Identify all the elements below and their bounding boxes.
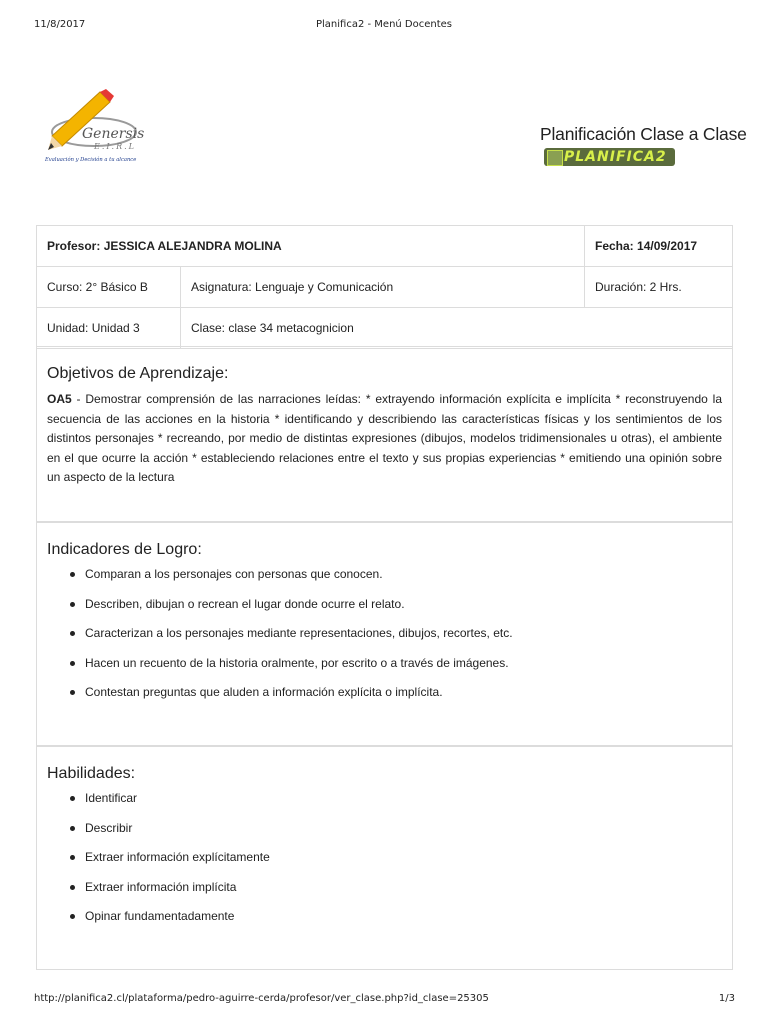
objetivos-title: Objetivos de Aprendizaje:: [47, 365, 229, 382]
duracion-cell: Duración: 2 Hrs.: [584, 267, 732, 308]
habilidades-list: [47, 790, 722, 938]
curso-cell: Curso: 2° Básico B: [37, 267, 181, 308]
list-item: Caracterizan a los personajes mediante representaciones, dibujos, recortes, etc.: [47, 625, 722, 655]
plan-brand-text: PLANIFICA2: [564, 149, 667, 165]
list-item: Opinar fundamentadamente: [47, 908, 722, 938]
logo-subname: E.I.R.L: [94, 142, 136, 151]
print-date: 11/8/2017: [34, 19, 86, 30]
clase-cell: Clase: clase 34 metacognicion: [181, 308, 733, 349]
list-item: Extraer información explícitamente: [47, 849, 722, 879]
oa-code: OA5: [47, 392, 72, 406]
logo-name: Genersis: [82, 126, 145, 142]
list-item: Describen, dibujan o recrean el lugar donde ocurre el relato.: [47, 596, 722, 626]
genersis-logo: [42, 88, 152, 168]
fecha-value: 14/09/2017: [637, 239, 698, 253]
planifica2-logo: [540, 124, 747, 176]
objetivos-text: [47, 390, 722, 488]
logo-tagline: Evaluación y Decisión a tu alcance: [45, 157, 137, 163]
page-url: http://planifica2.cl/plataforma/pedro-aguirre-cerda/profesor/ver_clase.php?id_clase=25305: [34, 993, 489, 1004]
objetivos-section: [36, 346, 733, 522]
profesor-value: JESSICA ALEJANDRA MOLINA: [103, 239, 282, 253]
habilidades-section: [36, 746, 733, 970]
asignatura-cell: Asignatura: Lenguaje y Comunicación: [181, 267, 585, 308]
oa-description: - Demostrar comprensión de las narraciones leídas: * extrayendo información explícita e implícita * reconstruyendo la secuencia de las acciones en la historia * identificando y describiendo las características físicas y los sentimientos de los distintos personajes * recreando, por medio de distintas expresiones (dibujos, modelos tridimensionales u otras), el ambiente en el que ocurre la acción * estableciendo relaciones entre el texto y sus propias experiencias * emitiendo una opinión sobre un aspecto de la lectura: [47, 392, 722, 484]
habilidades-title: Habilidades:: [47, 765, 136, 782]
pencil-logo-icon: [42, 88, 152, 168]
unidad-cell: Unidad: Unidad 3: [37, 308, 181, 349]
list-item: Comparan a los personajes con personas que conocen.: [47, 566, 722, 596]
page-number: 1/3: [718, 993, 735, 1004]
profesor-cell: [37, 226, 585, 267]
class-info-table: [36, 225, 733, 349]
profesor-label: Profesor:: [47, 239, 101, 253]
fecha-label: Fecha:: [594, 239, 634, 253]
list-item: Identificar: [47, 790, 722, 820]
list-item: Contestan preguntas que aluden a información explícita o implícita.: [47, 684, 722, 714]
plan-title: Planificación Clase a Clase: [540, 124, 747, 144]
print-title: Planifica2 - Menú Docentes: [315, 19, 453, 30]
indicadores-section: [36, 522, 733, 746]
plan-brand: [544, 148, 675, 166]
indicadores-title: Indicadores de Logro:: [47, 541, 202, 558]
indicadores-list: [47, 566, 722, 714]
list-item: Describir: [47, 820, 722, 850]
table-row: [37, 267, 733, 308]
list-item: Extraer información implícita: [47, 879, 722, 909]
table-row: [37, 308, 733, 349]
list-item: Hacen un recuento de la historia oralmente, por escrito o a través de imágenes.: [47, 655, 722, 685]
table-row: [37, 226, 733, 267]
fecha-cell: [584, 226, 732, 267]
grid-icon: [547, 150, 563, 166]
